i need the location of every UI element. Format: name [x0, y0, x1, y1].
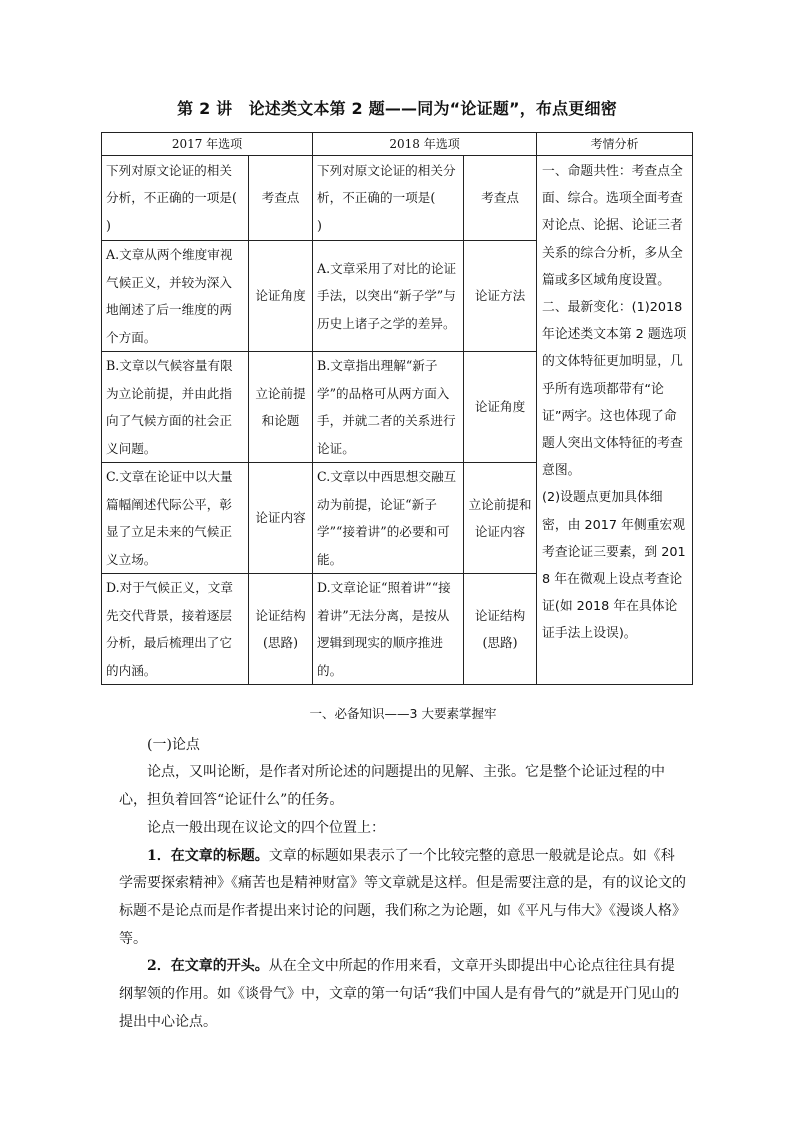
analysis-change: 二、最新变化：(1)2018 年论述类文本第 2 题选项的文体特征更加明显，几乎所有选项都带有“论证”两字。这也体现了命题人突出文体特征的考查意图。	[542, 300, 687, 479]
point-2017: 考查点	[249, 156, 313, 241]
header-2018: 2018 年选项	[313, 133, 537, 156]
list-item-text: 从在全文中所起的作用来看，文章开头即提出中心论点往往具有提纲挈领的作用。如《谈骨气》中，文章的第一句话“我们中国人是有骨气的”就是开门见山的提出中心论点。	[119, 958, 680, 1030]
option-2017-a: A.文章从两个维度审视气候正义，并较为深入地阐述了后一维度的两个方面。	[102, 241, 249, 352]
option-2018-b: B.文章指出理解“新子学”的品格可从两方面入手，并就二者的关系进行论证。	[313, 352, 464, 463]
knowledge-section	[119, 700, 687, 1036]
point-2017-a: 论证角度	[249, 241, 313, 352]
option-2018-c: C.文章以中西思想交融互动为前提，论证“新子学”“接着讲”的必要和可能。	[313, 463, 464, 574]
list-item-lead: 2．在文章的开头。	[147, 958, 269, 975]
point-2017-c: 论证内容	[249, 463, 313, 574]
point-2018-b: 论证角度	[464, 352, 537, 463]
point-2018-c: 立论前提和论证内容	[464, 463, 537, 574]
point-2018: 考查点	[464, 156, 537, 241]
analysis-detail: (2)设题点更加具体细密，由 2017 年侧重宏观考查论证三要素，到 2018 年在微观上设点考查论证(如 2018 年在具体论证手法上设误)。	[542, 490, 686, 642]
option-2017-c: C.文章在论证中以大量篇幅阐述代际公平，彰显了立足未来的气候正义立场。	[102, 463, 249, 574]
list-item	[119, 953, 687, 1036]
table-row	[102, 156, 693, 241]
point-2018-d: 论证结构(思路)	[464, 574, 537, 685]
paragraph-positions: 论点一般出现在议论文的四个位置上：	[147, 819, 385, 836]
list-item-text: 文章的标题如果表示了一个比较完整的意思一般就是论点。如《科学需要探索精神》《痛苦也是精神财富》等文章就是这样。但是需要注意的是，有的议论文的标题不是论点而是作者提出来讨论的问题，我们称之为论题，如《平凡与伟大》《漫谈人格》等。	[119, 847, 686, 947]
list-item-lead: 1．在文章的标题。	[147, 847, 269, 864]
option-2018-a: A.文章采用了对比的论证手法，以突出“新子学”与历史上诸子之学的差异。	[313, 241, 464, 352]
question-2017: 下列对原文论证的相关分析，不正确的一项是( )	[102, 156, 249, 241]
header-2017: 2017 年选项	[102, 133, 313, 156]
analysis-commonality: 一、命题共性：考查点全面、综合。选项全面考查对论点、论据、论证三者关系的综合分析，多从全篇或多区域角度设置。	[542, 164, 683, 288]
option-2018-d: D.文章论证“照着讲”“接着讲”无法分离，是按从逻辑到现实的顺序推进的。	[313, 574, 464, 685]
point-2017-d: 论证结构(思路)	[249, 574, 313, 685]
lecture-title: 第 2 讲 论述类文本第 2 题——同为“论证题”，布点更细密	[177, 99, 617, 118]
header-analysis: 考情分析	[537, 133, 693, 156]
point-2017-b: 立论前提和论题	[249, 352, 313, 463]
list-item	[119, 843, 687, 954]
option-2017-b: B.文章以气候容量有限为立论前提，并由此指向了气候方面的社会正义问题。	[102, 352, 249, 463]
table-header-row	[102, 133, 693, 156]
comparison-table	[101, 132, 693, 685]
option-2017-d: D.对于气候正义，文章先交代背景，接着逐层分析，最后梳理出了它的内涵。	[102, 574, 249, 685]
section-heading: 一、必备知识——3 大要素掌握牢	[309, 706, 497, 721]
point-2018-a: 论证方法	[464, 241, 537, 352]
analysis-cell	[537, 156, 693, 685]
paragraph-definition: 论点，又叫论断，是作者对所论述的问题提出的见解、主张。它是整个论证过程的中心，担负着回答“论证什么”的任务。	[119, 764, 665, 809]
subsection-heading: (一)论点	[147, 736, 200, 753]
question-2018: 下列对原文论证的相关分析，不正确的一项是( )	[313, 156, 464, 241]
